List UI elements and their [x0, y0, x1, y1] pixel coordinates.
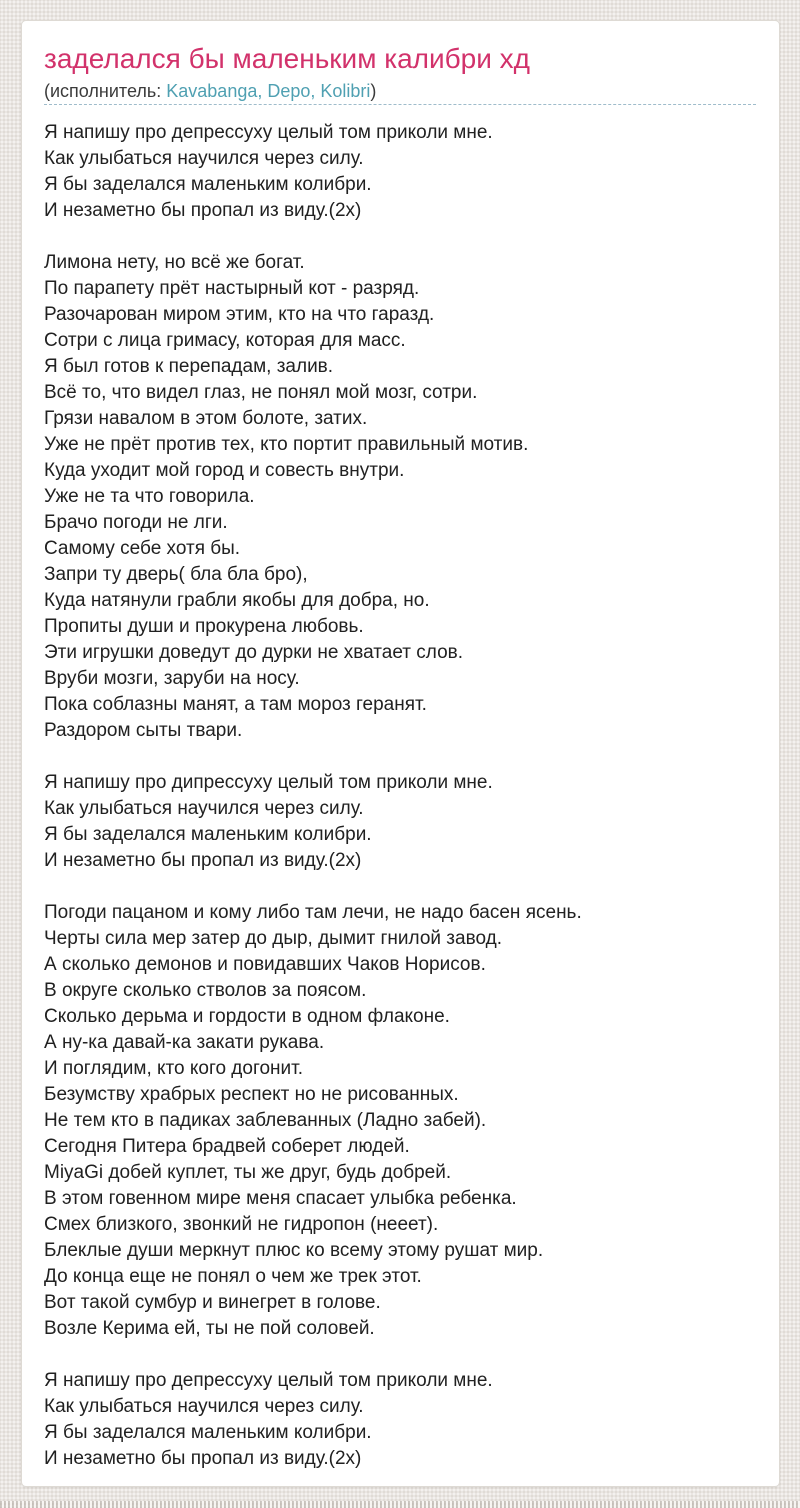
lyrics-text — [44, 105, 756, 1472]
lyrics-stanza: Лимона нету, но всё же богат. По парапету прёт настырный кот - разряд. Разочарован миром этим, кто на что гаразд. Сотри с лица гримасу, которая для масс. Я был готов к перепадам, залив. Всё то, что видел глаз, не понял мой мозг, сотри. Грязи навалом в этом болоте, затих. Уже не прёт против тех, кто портит правильный мотив. Куда уходит мой город и совесть внутри. Уже не та что говорила. Брачо погоди не лги. Самому себе хотя бы. Запри ту дверь( бла бла бро), Куда натянули грабли якобы для добра, но. Пропиты души и прокурена любовь. Эти игрушки доведут до дурки не хватает слов. Вруби мозги, заруби на носу. Пока соблазны манят, а там мороз геранят. Раздором сыты твари. — [44, 252, 529, 741]
lyrics-card — [21, 20, 780, 1487]
page-title: заделался бы маленьким калибри хд — [44, 43, 531, 74]
artist-link[interactable]: Kavabanga, Depo, Kolibri — [166, 81, 371, 101]
lyrics-stanza: Я напишу про депрессуху целый том приколи мне. Как улыбаться научился через силу. Я бы заделался маленьким колибри. И незаметно бы пропал из виду.(2х) — [44, 1370, 493, 1469]
artist-line — [44, 80, 756, 105]
lyrics-stanza: Я напишу про дипрессуху целый том приколи мне. Как улыбаться научился через силу. Я бы заделался маленьким колибри. И незаметно бы пропал из виду.(2х) — [44, 772, 493, 871]
lyrics-stanza: Я напишу про депрессуху целый том приколи мне. Как улыбаться научился через силу. Я бы заделался маленьким колибри. И незаметно бы пропал из виду.(2х) — [44, 122, 493, 221]
song-header — [44, 43, 756, 105]
artist-prefix-label: (исполнитель: — [44, 81, 162, 101]
bottom-texture-strip — [0, 1501, 800, 1508]
artist-suffix-label: ) — [370, 81, 377, 101]
lyrics-stanza: Погоди пацаном и кому либо там лечи, не надо басен ясень. Черты сила мер затер до дыр, дымит гнилой завод. А сколько демонов и повидавших Чаков Норисов. В округе сколько стволов за поясом. Сколько дерьма и гордости в одном флаконе. А ну-ка давай-ка закати рукава. И поглядим, кто кого догонит. Безумству храбрых респект но не рисованных. Не тем кто в падиках заблеванных (Ладно забей). Сегодня Питера брадвей соберет людей. MiyaGi добей куплет, ты же друг, будь добрей. В этом говенном мире меня спасает улыбка ребенка. Смех близкого, звонкий не гидропон (нееет). Блеклые души меркнут плюс ко всему этому рушат мир. До конца еще не понял о чем же трек этот. Вот такой сумбур и винегрет в голове. Возле Керима ей, ты не пой соловей. — [44, 902, 582, 1339]
